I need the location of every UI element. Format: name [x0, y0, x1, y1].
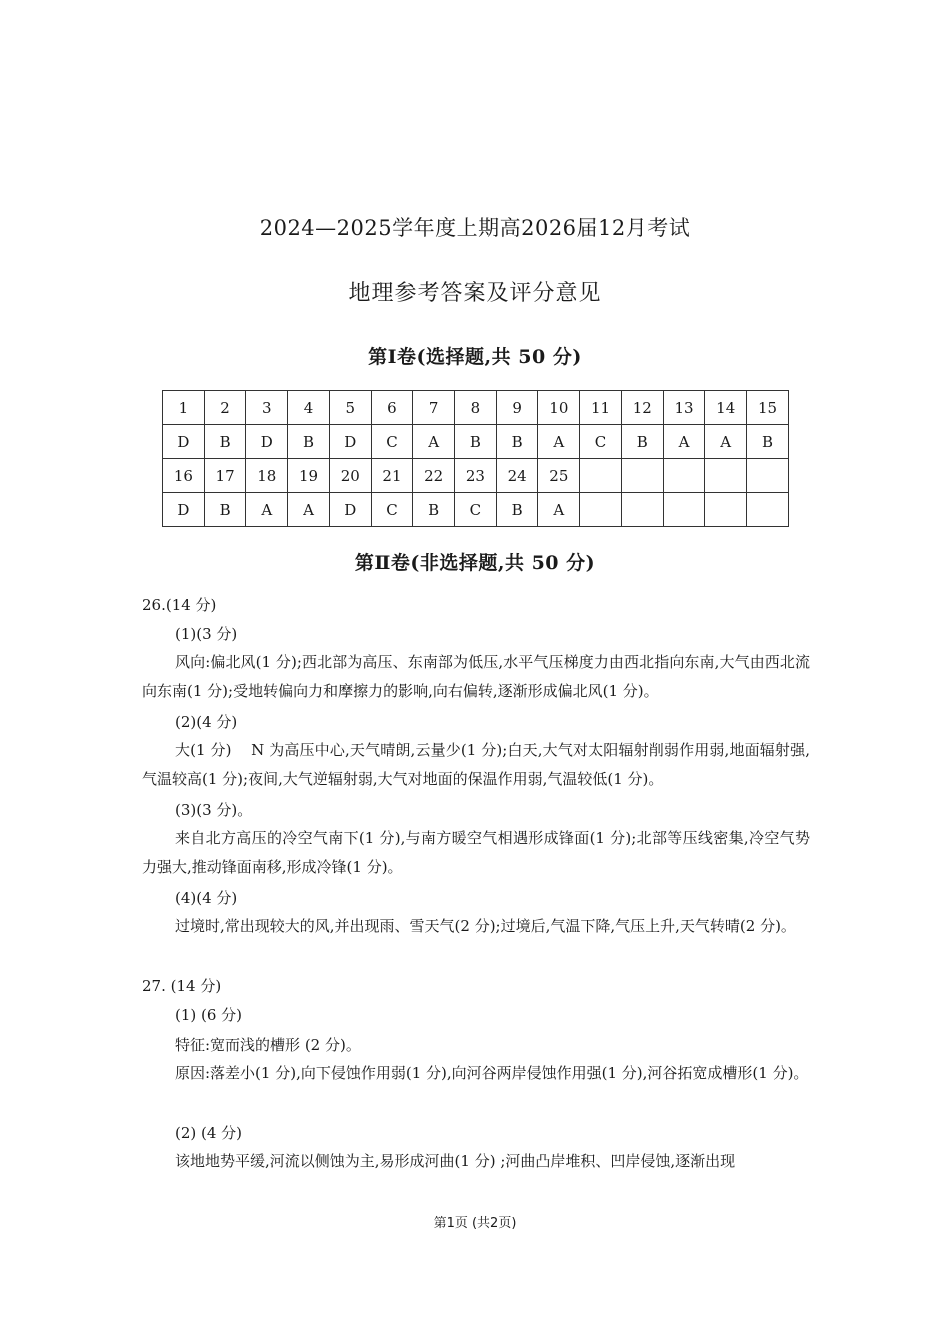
- question-number-cell: 3: [246, 391, 288, 425]
- part2-heading: 第Ⅱ卷(非选择题,共 50 分): [354, 552, 596, 574]
- question-number-cell: 25: [538, 459, 580, 493]
- q26-s3-text: 来自北方高压的冷空气南下(1 分),与南方暖空气相遇形成锋面(1 分);北部等压线密集,冷空气势力强大,推动锋面南移,形成冷锋(1 分)。: [142, 829, 810, 876]
- question-number-cell: 8: [455, 391, 497, 425]
- question-number-cell: 19: [288, 459, 330, 493]
- answer-row: [163, 425, 789, 459]
- question-number-cell: 22: [413, 459, 455, 493]
- question-number-cell: 10: [538, 391, 580, 425]
- answer-cell: [621, 493, 663, 527]
- q26-s1-label: (1)(3 分): [175, 625, 238, 643]
- question-number-cell: 11: [580, 391, 622, 425]
- answer-cell: A: [705, 425, 747, 459]
- answer-cell: B: [496, 493, 538, 527]
- answer-cell: D: [163, 425, 205, 459]
- question-number-row: [163, 391, 789, 425]
- answer-cell: C: [371, 425, 413, 459]
- part1-heading: 第Ⅰ卷(选择题,共 50 分): [368, 346, 582, 368]
- q27-s1-label: (1) (6 分): [175, 1006, 243, 1024]
- question-number-row: [163, 459, 789, 493]
- q27-s2-text: 该地地势平缓,河流以侧蚀为主,易形成河曲(1 分) ;河曲凸岸堆积、凹岸侵蚀,逐渐出现: [175, 1152, 736, 1170]
- q27-s2-label: (2) (4 分): [175, 1124, 243, 1142]
- page-footer: 第1页 (共2页): [433, 1216, 517, 1231]
- document-subtitle: 地理参考答案及评分意见: [348, 281, 602, 306]
- answer-cell: B: [455, 425, 497, 459]
- answer-cell: D: [329, 493, 371, 527]
- answer-table: [162, 390, 789, 527]
- question-number-cell: 2: [204, 391, 246, 425]
- question-number-cell: 9: [496, 391, 538, 425]
- answer-cell: A: [538, 493, 580, 527]
- answer-cell: A: [413, 425, 455, 459]
- answer-cell: D: [329, 425, 371, 459]
- question-number-cell: [747, 459, 789, 493]
- answer-cell: B: [204, 493, 246, 527]
- exam-title: 2024—2025学年度上期高2026届12月考试: [259, 216, 691, 240]
- answer-cell: [747, 493, 789, 527]
- answer-cell: B: [288, 425, 330, 459]
- question-number-cell: [705, 459, 747, 493]
- answer-cell: [705, 493, 747, 527]
- question-number-cell: 4: [288, 391, 330, 425]
- q26-s4-text: 过境时,常出现较大的风,并出现雨、雪天气(2 分);过境后,气温下降,气压上升,天气转晴(2 分)。: [175, 917, 796, 935]
- question-number-cell: [580, 459, 622, 493]
- question-number-cell: 13: [663, 391, 705, 425]
- answer-cell: A: [246, 493, 288, 527]
- question-number-cell: 12: [621, 391, 663, 425]
- q26-s4-label: (4)(4 分): [175, 889, 238, 907]
- q26-label: 26.(14 分): [142, 596, 217, 614]
- answer-cell: B: [621, 425, 663, 459]
- answer-cell: D: [163, 493, 205, 527]
- answer-cell: [663, 493, 705, 527]
- question-number-cell: 18: [246, 459, 288, 493]
- q26-s3-label: (3)(3 分)。: [175, 801, 253, 819]
- question-number-cell: 23: [455, 459, 497, 493]
- answer-cell: B: [747, 425, 789, 459]
- q26-s2-text: 大(1 分) N 为高压中心,天气晴朗,云量少(1 分);白天,大气对太阳辐射削弱作用弱,地面辐射强,气温较高(1 分);夜间,大气逆辐射弱,大气对地面的保温作用弱,气温较低(1 分)。: [142, 741, 810, 788]
- question-number-cell: 6: [371, 391, 413, 425]
- question-number-cell: 20: [329, 459, 371, 493]
- question-number-cell: 15: [747, 391, 789, 425]
- q27-label: 27. (14 分): [142, 977, 222, 995]
- answer-cell: A: [288, 493, 330, 527]
- answer-row: [163, 493, 789, 527]
- answer-cell: C: [580, 425, 622, 459]
- question-number-cell: 5: [329, 391, 371, 425]
- q27-s1-feature: 特征:宽而浅的槽形 (2 分)。: [175, 1036, 361, 1054]
- question-number-cell: [663, 459, 705, 493]
- question-number-cell: 16: [163, 459, 205, 493]
- question-number-cell: 17: [204, 459, 246, 493]
- answer-cell: B: [496, 425, 538, 459]
- answer-cell: C: [371, 493, 413, 527]
- answer-cell: A: [538, 425, 580, 459]
- answer-cell: A: [663, 425, 705, 459]
- q27-s1-reason: 原因:落差小(1 分),向下侵蚀作用弱(1 分),向河谷两岸侵蚀作用强(1 分),河谷拓宽成槽形(1 分)。: [175, 1064, 809, 1082]
- q26-s1-text: 风向:偏北风(1 分);西北部为高压、东南部为低压,水平气压梯度力由西北指向东南,大气由西北流向东南(1 分);受地转偏向力和摩擦力的影响,向右偏转,逐渐形成偏北风(1 分)。: [142, 653, 810, 700]
- question-number-cell: 14: [705, 391, 747, 425]
- question-number-cell: [621, 459, 663, 493]
- q26-s2-label: (2)(4 分): [175, 713, 238, 731]
- question-number-cell: 21: [371, 459, 413, 493]
- answer-cell: D: [246, 425, 288, 459]
- question-number-cell: 1: [163, 391, 205, 425]
- answer-cell: C: [455, 493, 497, 527]
- question-number-cell: 24: [496, 459, 538, 493]
- answer-cell: B: [413, 493, 455, 527]
- answer-cell: B: [204, 425, 246, 459]
- answer-cell: [580, 493, 622, 527]
- question-number-cell: 7: [413, 391, 455, 425]
